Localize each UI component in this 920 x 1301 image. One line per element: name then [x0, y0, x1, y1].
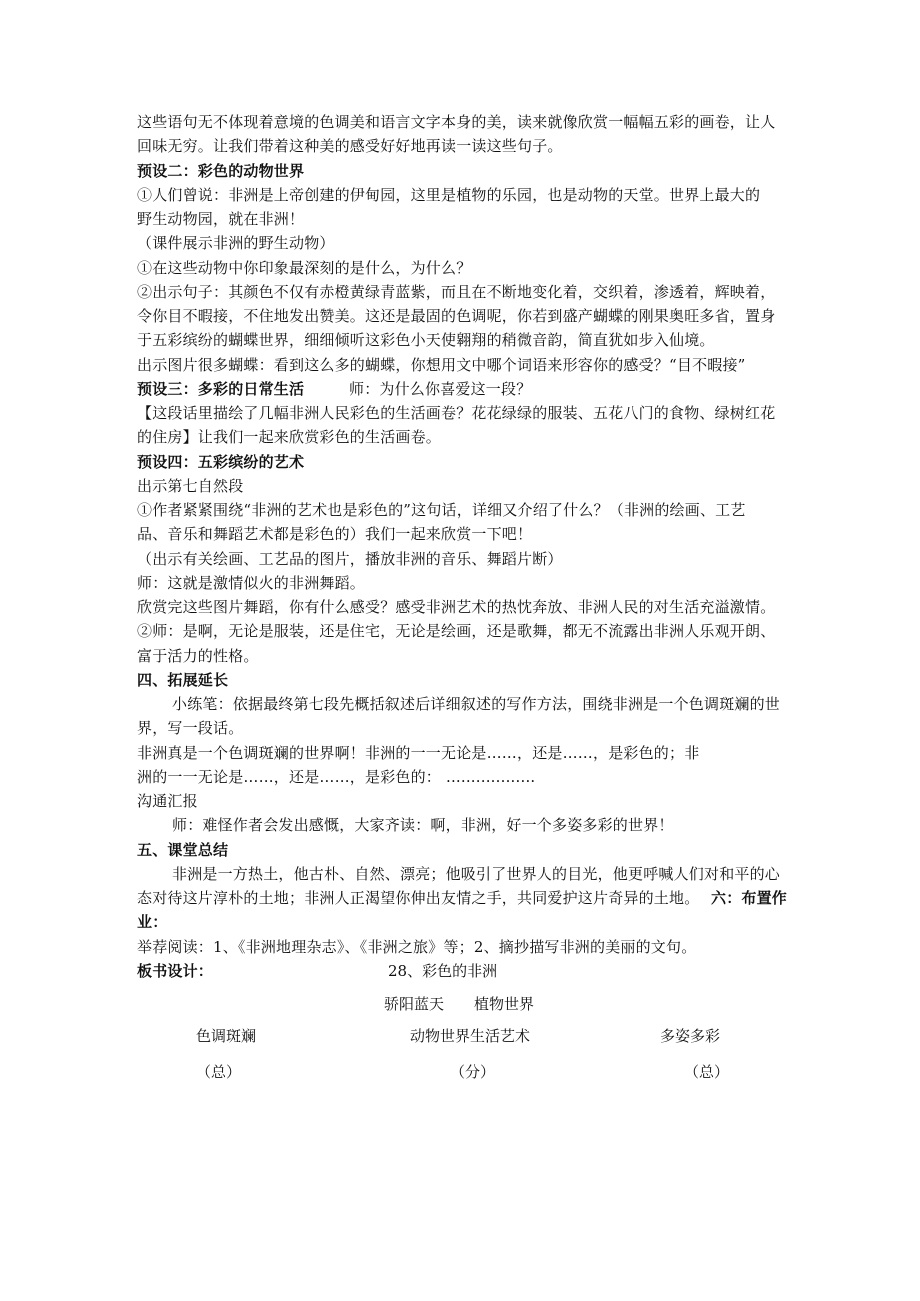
paragraph-line: 师：为什么你喜爱这一段？: [349, 380, 532, 398]
paragraph-line: 品、音乐和舞蹈艺术都是彩色的）我们一起来欣赏一下吧！: [137, 525, 533, 543]
paragraph-line: 回味无穷。让我们带着这种美的感受好好地再读一读这些句子。: [137, 137, 563, 155]
paragraph-line: 态对待这片淳朴的土地；非洲人正渴望你伸出友情之手，共同爱护这片奇异的土地。: [137, 889, 700, 907]
paragraph-line: 欣赏完这些图片舞蹈，你有什么感受？感受非洲艺术的热忱奔放、非洲人民的对生活充溢激情。: [137, 598, 776, 616]
board-row-top: 骄阳蓝天 植物世界: [384, 995, 535, 1013]
paragraph-line: 沟通汇报: [137, 792, 198, 810]
paragraph-line: 小练笔：依据最终第七段先概括叙述后详细叙述的写作方法，围绕非洲是一个色调斑斓的世: [172, 695, 781, 713]
paragraph-line: ①人们曾说：非洲是上帝创建的伊甸园，这里是植物的乐园，也是动物的天堂。世界上最大的: [137, 186, 761, 204]
section-heading: 预设二：彩色的动物世界: [137, 162, 305, 180]
board-title: 28、彩色的非洲: [388, 962, 498, 980]
paragraph-line: 举荐阅读：1、《非洲地理杂志》、《非洲之旅》等；2、摘抄描写非洲的美丽的文句。: [137, 938, 697, 956]
paragraph-line: 非洲真是一个色调斑斓的世界啊！非洲的一一无论是……，还是……，是彩色的；非: [137, 744, 700, 762]
board-right: 多姿多彩: [660, 1027, 721, 1045]
board-middle-note: （分）: [450, 1063, 496, 1081]
board-left: 色调斑斓: [196, 1027, 257, 1045]
board-middle: 动物世界生活艺术: [410, 1027, 531, 1045]
board-right-note: （总）: [684, 1063, 730, 1081]
paragraph-line: 这些语句无不体现着意境的色调美和语言文字本身的美，读来就像欣赏一幅幅五彩的画卷，让人: [137, 113, 776, 131]
paragraph-line: 师：难怪作者会发出感慨，大家齐读：啊，非洲，好一个多姿多彩的世界！: [172, 816, 674, 834]
section-heading: 六：布置作: [711, 889, 788, 907]
paragraph-line: 的住房】让我们一起来欣赏彩色的生活画卷。: [137, 428, 442, 446]
paragraph-line: （课件展示非洲的野生动物）: [137, 234, 335, 252]
paragraph-line: ②师：是啊，无论是服装，还是住宅，无论是绘画，还是歌舞，都无不流露出非洲人乐观开朗、: [137, 622, 776, 640]
section-heading: 四、拓展延长: [137, 671, 229, 689]
board-design-label: 板书设计：: [137, 962, 214, 980]
section-heading: 预设三：多彩的日常生活: [137, 380, 305, 398]
section-heading: 五、课堂总结: [137, 841, 229, 859]
paragraph-line: 洲的一一无论是……，还是……，是彩色的： ..................: [137, 768, 536, 786]
paragraph-line: 非洲是一方热土，他古朴、自然、漂亮；他吸引了世界人的目光，他更呼喊人们对和平的心: [172, 865, 781, 883]
paragraph-line: 于五彩缤纷的蝴蝶世界，细细倾听这彩色小天使翱翔的稍微音韵，简直犹如步入仙境。: [137, 331, 715, 349]
paragraph-line: 富于活力的性格。: [137, 647, 259, 665]
paragraph-line: 界，写一段话。: [137, 719, 244, 737]
board-left-note: （总）: [196, 1063, 242, 1081]
section-heading: 业：: [137, 913, 168, 931]
paragraph-line: 师：这就是激情似火的非洲舞蹈。: [137, 574, 366, 592]
paragraph-line: 野生动物园，就在非洲！: [137, 210, 305, 228]
paragraph-line: ①作者紧紧围绕“非洲的艺术也是彩色的”这句话，详细又介绍了什么？（非洲的绘画、工艺: [137, 501, 746, 519]
paragraph-line: 令你目不暇接，不住地发出赞美。这还是最固的色调呢，你若到盛产蝴蝶的刚果奥旺多省，置身: [137, 307, 776, 325]
paragraph-line: ①在这些动物中你印象最深刻的是什么，为什么？: [137, 259, 472, 277]
section-heading: 预设四：五彩缤纷的艺术: [137, 453, 305, 471]
paragraph-line: ②出示句子：其颜色不仅有赤橙黄绿青蓝紫，而且在不断地变化着，交织着，渗透着，辉映着，: [137, 283, 776, 301]
paragraph-line: 出示图片很多蝴蝶：看到这么多的蝴蝶，你想用文中哪个词语来形容你的感受？“目不暇接”: [137, 356, 746, 374]
paragraph-line: 【这段话里描绘了几幅非洲人民彩色的生活画卷？花花绿绿的服装、五花八门的食物、绿树红花: [137, 404, 776, 422]
paragraph-line: 出示第七自然段: [137, 477, 244, 495]
paragraph-line: （出示有关绘画、工艺品的图片，播放非洲的音乐、舞蹈片断）: [137, 550, 563, 568]
